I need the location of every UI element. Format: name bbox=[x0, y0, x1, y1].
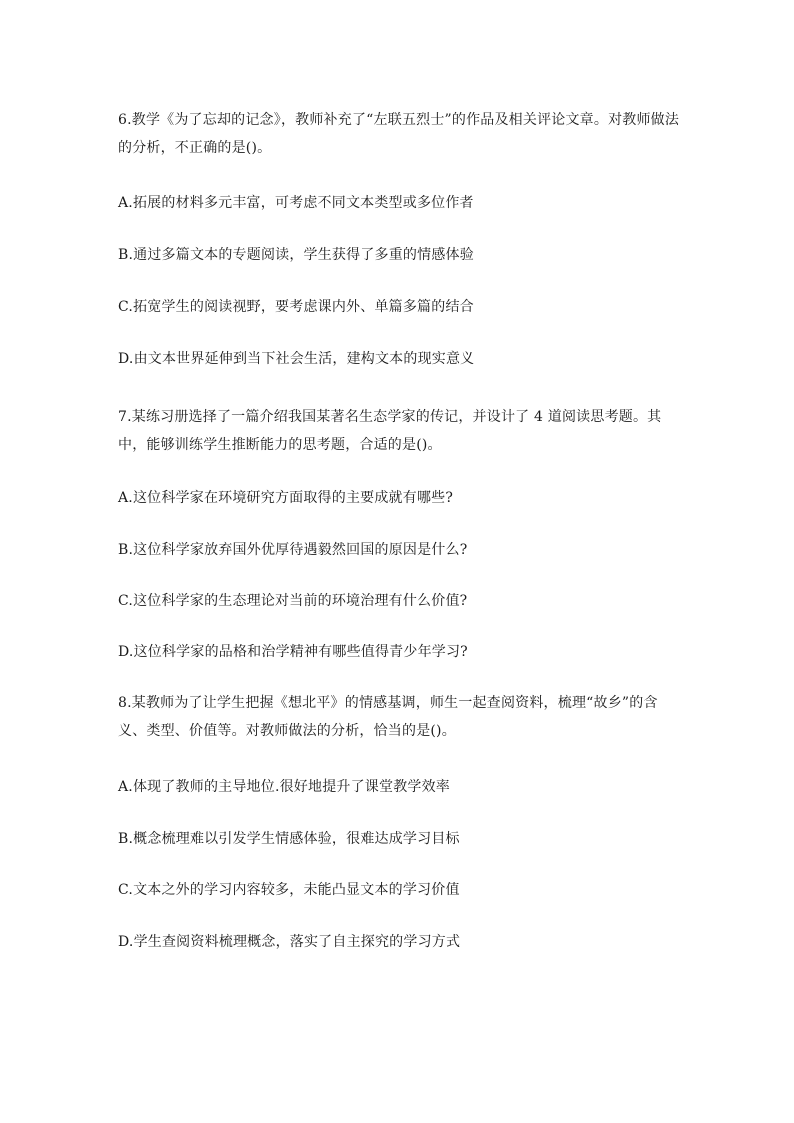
question-8-option-a: A.体现了教师的主导地位.很好地提升了课堂教学效率 bbox=[118, 779, 451, 795]
question-stem: 6.教学《为了忘却的记念》，教师补充了“左联五烈士”的作品及相关评论文章。对教师做法的分析，不正确的是()。 bbox=[118, 112, 680, 156]
question-stem: 7.某练习册选择了一篇介绍我国某著名生态学家的传记，并设计了 4 道阅读思考题。其中，能够训练学生推断能力的思考题，合适的是()。 bbox=[118, 409, 662, 453]
question-8-option-d: D.学生查阅资料梳理概念，落实了自主探究的学习方式 bbox=[118, 934, 461, 950]
question-8 bbox=[118, 689, 680, 745]
question-stem: 8.某教师为了让学生把握《想北平》的情感基调，师生一起查阅资料，梳理“故乡”的含义、类型、价值等。对教师做法的分析，恰当的是()。 bbox=[118, 695, 658, 739]
question-7-option-b: B.这位科学家放弃国外优厚待遇毅然回国的原因是什么? bbox=[118, 542, 468, 558]
question-7-option-d: D.这位科学家的品格和治学精神有哪些值得青少年学习? bbox=[118, 644, 468, 660]
question-6 bbox=[118, 106, 680, 162]
question-7-option-c: C.这位科学家的生态理论对当前的环境治理有什么价值? bbox=[118, 593, 468, 609]
question-8-option-b: B.概念梳理难以引发学生情感体验，很难达成学习目标 bbox=[118, 831, 460, 847]
question-6-option-d: D.由文本世界延伸到当下社会生活，建构文本的现实意义 bbox=[118, 351, 475, 367]
question-6-option-a: A.拓展的材料多元丰富，可考虑不同文本类型或多位作者 bbox=[118, 195, 474, 211]
question-7 bbox=[118, 403, 680, 459]
question-8-option-c: C.文本之外的学习内容较多，未能凸显文本的学习价值 bbox=[118, 882, 460, 898]
question-6-option-b: B.通过多篇文本的专题阅读，学生获得了多重的情感体验 bbox=[118, 247, 474, 263]
question-7-option-a: A.这位科学家在环境研究方面取得的主要成就有哪些? bbox=[118, 490, 454, 506]
question-6-option-c: C.拓宽学生的阅读视野，要考虑课内外、单篇多篇的结合 bbox=[118, 299, 474, 315]
